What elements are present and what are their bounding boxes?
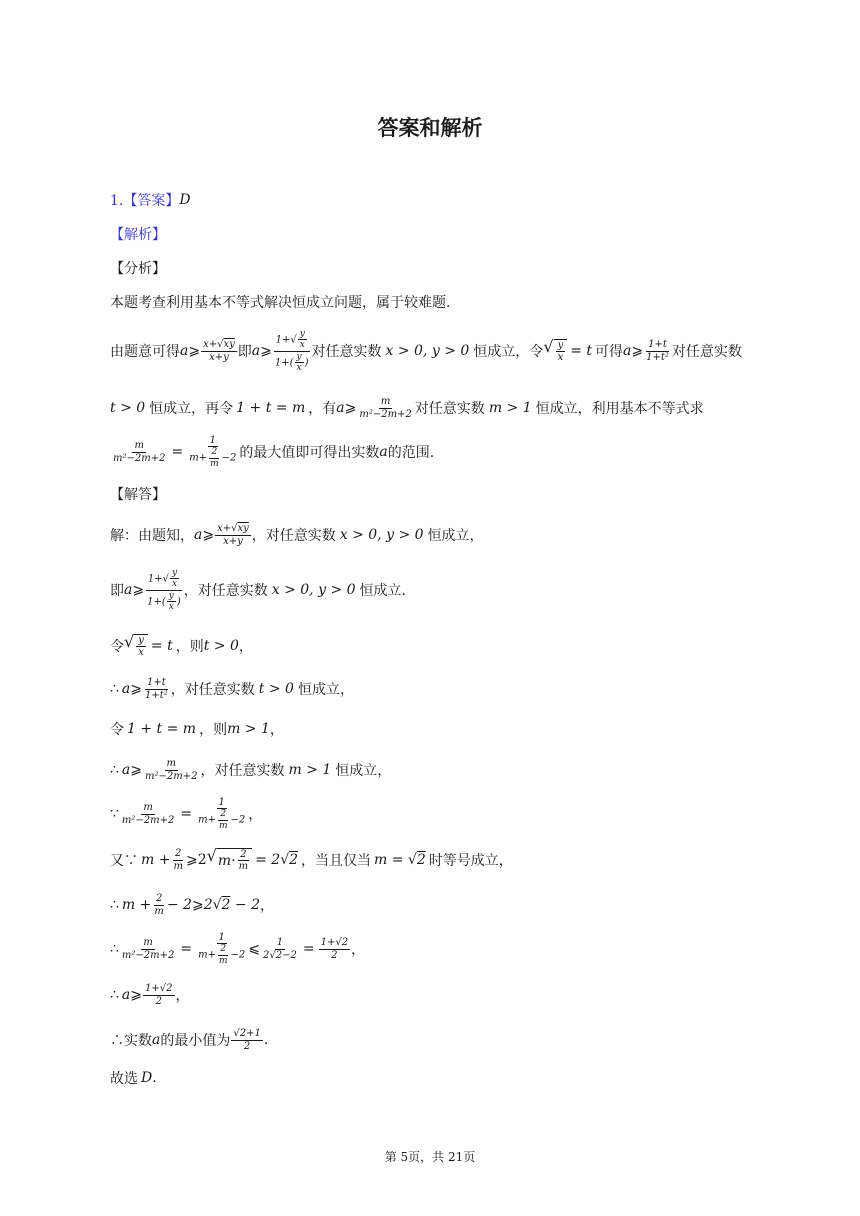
- page-footer: 第 5页，共 21页: [384, 1150, 476, 1164]
- fraction: 1 m+ $\frac{2}{m}$ −2: [198, 796, 246, 831]
- solution-step-7: ∵ $\frac{m}{\text{m²−2m+2}}$ = 1 m+ $\frac{2}{m}$ −2 ，: [110, 796, 263, 831]
- fraction: $\frac{1+t}{\text{1+t²}}$: [646, 339, 669, 363]
- fraction: $\frac{m}{\text{m²−2m+2}}$: [121, 802, 175, 826]
- analysis-line-2: t > 0 恒成立，再令 1 + t = m ，有 a ⩾ $\frac{m}{\text{m²−2m+2}}$ 对任意实数 m > 1 恒成立，利用基本不等式求: [110, 396, 704, 420]
- solution-step-11: ∴ a ⩾ $\frac{1+√2}{2}$ ，: [110, 983, 190, 1007]
- fraction: $\frac{√2+1}{2}$: [233, 1028, 261, 1052]
- fraction: $\frac{x+√xy}{x+y}$: [203, 339, 235, 363]
- page-title: 答案和解析: [377, 116, 483, 140]
- solution-step-5: 令 1 + t = m ，则 m > 1 ，: [110, 721, 284, 738]
- solution-step-6: ∴ a ⩾ $\frac{m}{\text{m²−2m+2}}$ ，对任意实数 m > 1 恒成立，: [110, 758, 392, 782]
- fraction: 1+√ $\frac{y}{x}$ 1+( $\frac{y}{x}$ ): [274, 328, 309, 373]
- solution-step-9: ∴ m + $\frac{2}{m}$ − 2 ⩾ 2√2 − 2 ，: [110, 893, 275, 917]
- fraction: $\frac{1+t}{\text{1+t²}}$: [145, 677, 168, 701]
- analysis-line-3: $\frac{m}{\text{m²−2m+2}}$ = 1 m+ $\frac{2}{m}$ −2 的最大值即可得出实数 a 的范围.: [113, 434, 435, 469]
- solution-step-4: ∴ a ⩾ $\frac{1+t}{\text{1+t²}}$ ，对任意实数 t > 0 恒成立，: [110, 677, 354, 701]
- answer-line: [110, 185, 191, 215]
- fraction: $\frac{1+√2}{2}$: [145, 983, 173, 1007]
- answer-value: D: [179, 192, 191, 208]
- fraction: 1 m+ $\frac{2}{m}$ −2: [198, 931, 246, 966]
- sqrt-expr: √ m· $\frac{2}{m}$: [207, 848, 252, 873]
- sqrt-expr: √ $\frac{y}{x}$: [124, 634, 148, 659]
- fraction: 1 m+ $\frac{2}{m}$ −2: [189, 434, 237, 469]
- intro-text: 本题考查利用基本不等式解决恒成立问题，属于较难题.: [110, 295, 451, 311]
- fraction: $\frac{x+√xy}{x+y}$: [217, 523, 249, 547]
- fraction: $\frac{1}{2√2-2}$: [263, 937, 297, 961]
- solution-step-10: ∴ $\frac{m}{\text{m²−2m+2}}$ = 1 m+ $\frac{2}{m}$ −2 ⩽ $\frac{1}{2√2-2}$ = $\frac{1+√2}{2}$ ，: [110, 931, 366, 966]
- solution-step-13: 故选 D .: [110, 1070, 157, 1087]
- solution-step-2: 即 a ⩾ 1+√ $\frac{y}{x}$ 1+( $\frac{y}{x}$ ) ，对任意实数 x > 0, y > 0 恒成立.: [110, 567, 406, 612]
- fraction: 1+√ $\frac{y}{x}$ 1+( $\frac{y}{x}$ ): [147, 567, 181, 612]
- jiexi-tag: 【解析】: [110, 227, 166, 243]
- fraction: $\frac{2}{m}$: [173, 848, 183, 872]
- solution-step-1: 解：由题知， a ⩾ $\frac{x+√xy}{x+y}$ ，对任意实数 x > 0, y > 0 恒成立，: [110, 523, 484, 547]
- fenxi-tag: 【分析】: [110, 261, 166, 277]
- answer-label: 1.【答案】: [110, 193, 180, 209]
- fraction: $\frac{m}{\text{m²−2m+2}}$: [145, 758, 198, 782]
- jieda-tag: 【解答】: [110, 487, 166, 503]
- solution-step-8: 又∵ m + $\frac{2}{m}$ ⩾ 2 √ m· $\frac{2}{m}$ = 2√2 ，当且仅当 m = √2 时等号成立，: [110, 845, 513, 872]
- fraction: $\frac{1+√2}{2}$: [320, 937, 349, 961]
- fraction: $\frac{m}{\text{m²−2m+2}}$: [121, 937, 175, 961]
- fraction: $\frac{m}{\text{m²−2m+2}}$: [359, 396, 412, 420]
- sqrt-expr: √ $\frac{y}{x}$: [543, 339, 567, 364]
- solution-step-3: 令 √ $\frac{y}{x}$ = t ，则 t > 0 ，: [110, 631, 253, 658]
- fraction: $\frac{2}{m}$: [154, 893, 164, 917]
- fraction: $\frac{m}{\text{m²−2m+2}}$: [113, 440, 166, 464]
- analysis-line-1: 由题意可得 a ⩾ $\frac{x+√xy}{x+y}$ 即 a ⩾ 1+√ $\frac{y}{x}$ 1+( $\frac{y}{x}$ ) 对任意实数 x > 0, y > 0 恒成立，令 √ $\frac{y}{x}$ = t 可得 a ⩾ $\frac{1+t}{\text{1+t²}}$ 对任意实数: [110, 328, 742, 373]
- solution-step-12: ∴实数 a 的最小值为 $\frac{√2+1}{2}$ .: [110, 1028, 269, 1052]
